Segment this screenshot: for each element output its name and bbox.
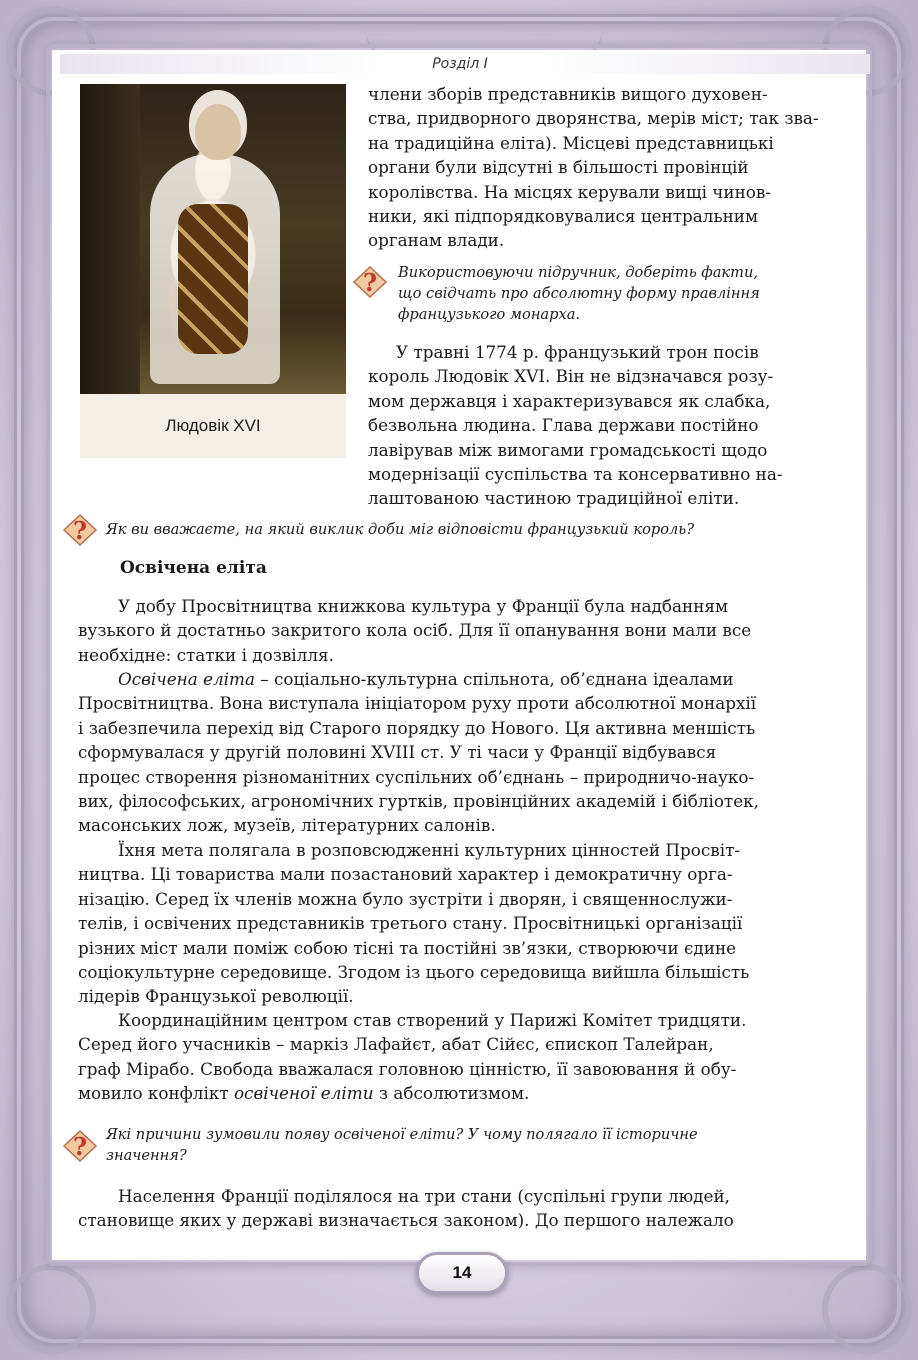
question-block: [106, 1124, 698, 1166]
question-line: французького монарха.: [398, 306, 581, 323]
text-line: модернізації суспільства та консервативно на-: [368, 464, 783, 485]
portrait-robe-pattern: [178, 204, 248, 354]
intro-paragraph: [368, 82, 844, 253]
text-line: ства, придворного дворянства, мерів міст; так зва-: [368, 108, 819, 129]
paragraph-4: [78, 1008, 846, 1106]
section-heading: Освічена еліта: [120, 558, 267, 578]
text-line: становище яких у державі визначається законом). До першого належало: [78, 1210, 734, 1231]
text-line: ництва. Ці товариства мали позастановий характер і демократичну орга-: [78, 864, 733, 885]
corner-ornament: [822, 1264, 912, 1354]
text-line: органам влади.: [368, 230, 505, 251]
portrait-head: [195, 104, 241, 160]
text-line: лавірував між вимогами громадськості щодо: [368, 439, 768, 460]
text-line: Населення Франції поділялося на три стани (суспільні групи людей,: [118, 1186, 730, 1206]
question-line: Які причини зумовили появу освіченої еліти? У чому полягало її історичне: [106, 1126, 698, 1143]
text-fragment: мовило конфлікт: [78, 1083, 234, 1104]
question-block: [398, 262, 760, 325]
page-number: 14: [416, 1252, 508, 1294]
paragraph-5: [78, 1184, 846, 1233]
text-line: соціокультурне середовище. Згодом із цього середовища вийшла більшість: [78, 962, 750, 983]
term-educated-elite: освіченої еліти: [233, 1083, 374, 1104]
text-line: лідерів Французької революції.: [78, 986, 354, 1007]
text-line: Координаційним центром став створений у Парижі Комітет тридцяти.: [118, 1010, 747, 1030]
paragraph-2: [78, 667, 846, 838]
portrait-drape: [80, 84, 140, 394]
text-line: безвольна людина. Глава держави постійно: [368, 415, 759, 436]
question-line: Використовуючи підручник, доберіть факти,: [398, 264, 759, 281]
svg-text:?: ?: [72, 516, 88, 545]
text-line: органи були відсутні в більшості провінцій: [368, 157, 749, 178]
section-label: Розділ І: [432, 56, 488, 72]
question-icon: [60, 512, 100, 548]
question-line: що свідчать про абсолютну форму правління: [398, 285, 760, 302]
text-line: масонських лож, музеїв, літературних салонів.: [78, 815, 496, 836]
svg-text:?: ?: [72, 1132, 88, 1161]
text-line: телів, і освічених представників третього стану. Просвітницькі організації: [78, 913, 743, 934]
text-line: король Людовік XVI. Він не відзначався розу-: [368, 366, 774, 387]
text-fragment: з абсолютизмом.: [373, 1083, 530, 1104]
text-line: різних міст мали поміж собою тісні та постійні зв’язки, створюючи єдине: [78, 937, 737, 958]
text-line: граф Мірабо. Свобода вважалася головною цінністю, її завоювання й обу-: [78, 1058, 737, 1079]
text-line: вих, філософських, агрономічних гуртків, провінційних академій і бібліотек,: [78, 791, 759, 812]
question-line: значення?: [106, 1147, 187, 1164]
text-line: процес створення різноманітних суспільних об’єднань – природничо-науко-: [78, 766, 755, 787]
text-line: Серед його учасників – маркіз Лафайєт, абат Сійєс, єпископ Талейран,: [78, 1034, 714, 1055]
question-icon: [60, 1128, 100, 1164]
text-line: і забезпечила перехід від Старого порядку до Нового. Ця активна меншість: [78, 717, 756, 738]
text-line: [78, 1081, 846, 1105]
portrait-image: [80, 84, 346, 394]
text-line: лаштованою частиною традиційної еліти.: [368, 488, 740, 509]
question-block: [106, 519, 694, 540]
question-icon: [350, 264, 390, 300]
text-line: необхідне: статки і дозвілля.: [78, 644, 334, 665]
text-line: мом державця і характеризувався як слабка,: [368, 390, 771, 411]
text-line: Їхня мета полягала в розповсюдженні культурних цінностей Просвіт-: [118, 840, 741, 860]
text-line: Просвітництва. Вона виступала ініціатором руху проти абсолютної монархії: [78, 693, 757, 714]
question-line: Як ви вважаєте, на який виклик доби міг відповісти французький король?: [106, 521, 695, 538]
text-line: У травні 1774 р. французький трон посів: [396, 342, 759, 362]
text-line: ники, які підпорядковувалися центральним: [368, 206, 759, 227]
term-educated-elite: Освічена еліта: [118, 669, 255, 689]
text-line: вузького й достатньо закритого кола осіб. Для її опанування вони мали все: [78, 620, 752, 641]
svg-text:?: ?: [362, 268, 378, 297]
text-line: [78, 667, 846, 691]
text-line: нізацію. Серед їх членів можна було зустріти і дворян, і священнослужи-: [78, 888, 733, 909]
paragraph-3: [78, 838, 846, 1009]
text-line: королівства. На місцях керували вищі чинов-: [368, 181, 771, 202]
louis-paragraph: [368, 340, 844, 511]
text-fragment: – соціально-культурна спільнота, об’єднана ідеалами: [254, 669, 734, 689]
text-line: члени зборів представників вищого духовен-: [368, 84, 768, 104]
text-line: У добу Просвітництва книжкова культура у Франції була надбанням: [118, 596, 729, 616]
figure-caption: Людовік XVI: [80, 394, 346, 458]
corner-ornament: [6, 1264, 96, 1354]
text-line: сформувалася у другій половині XVIII ст. У ті часи у Франції відбувався: [78, 742, 717, 763]
paragraph-1: [78, 594, 846, 667]
text-line: на традиційна еліта). Місцеві представницькі: [368, 132, 774, 153]
